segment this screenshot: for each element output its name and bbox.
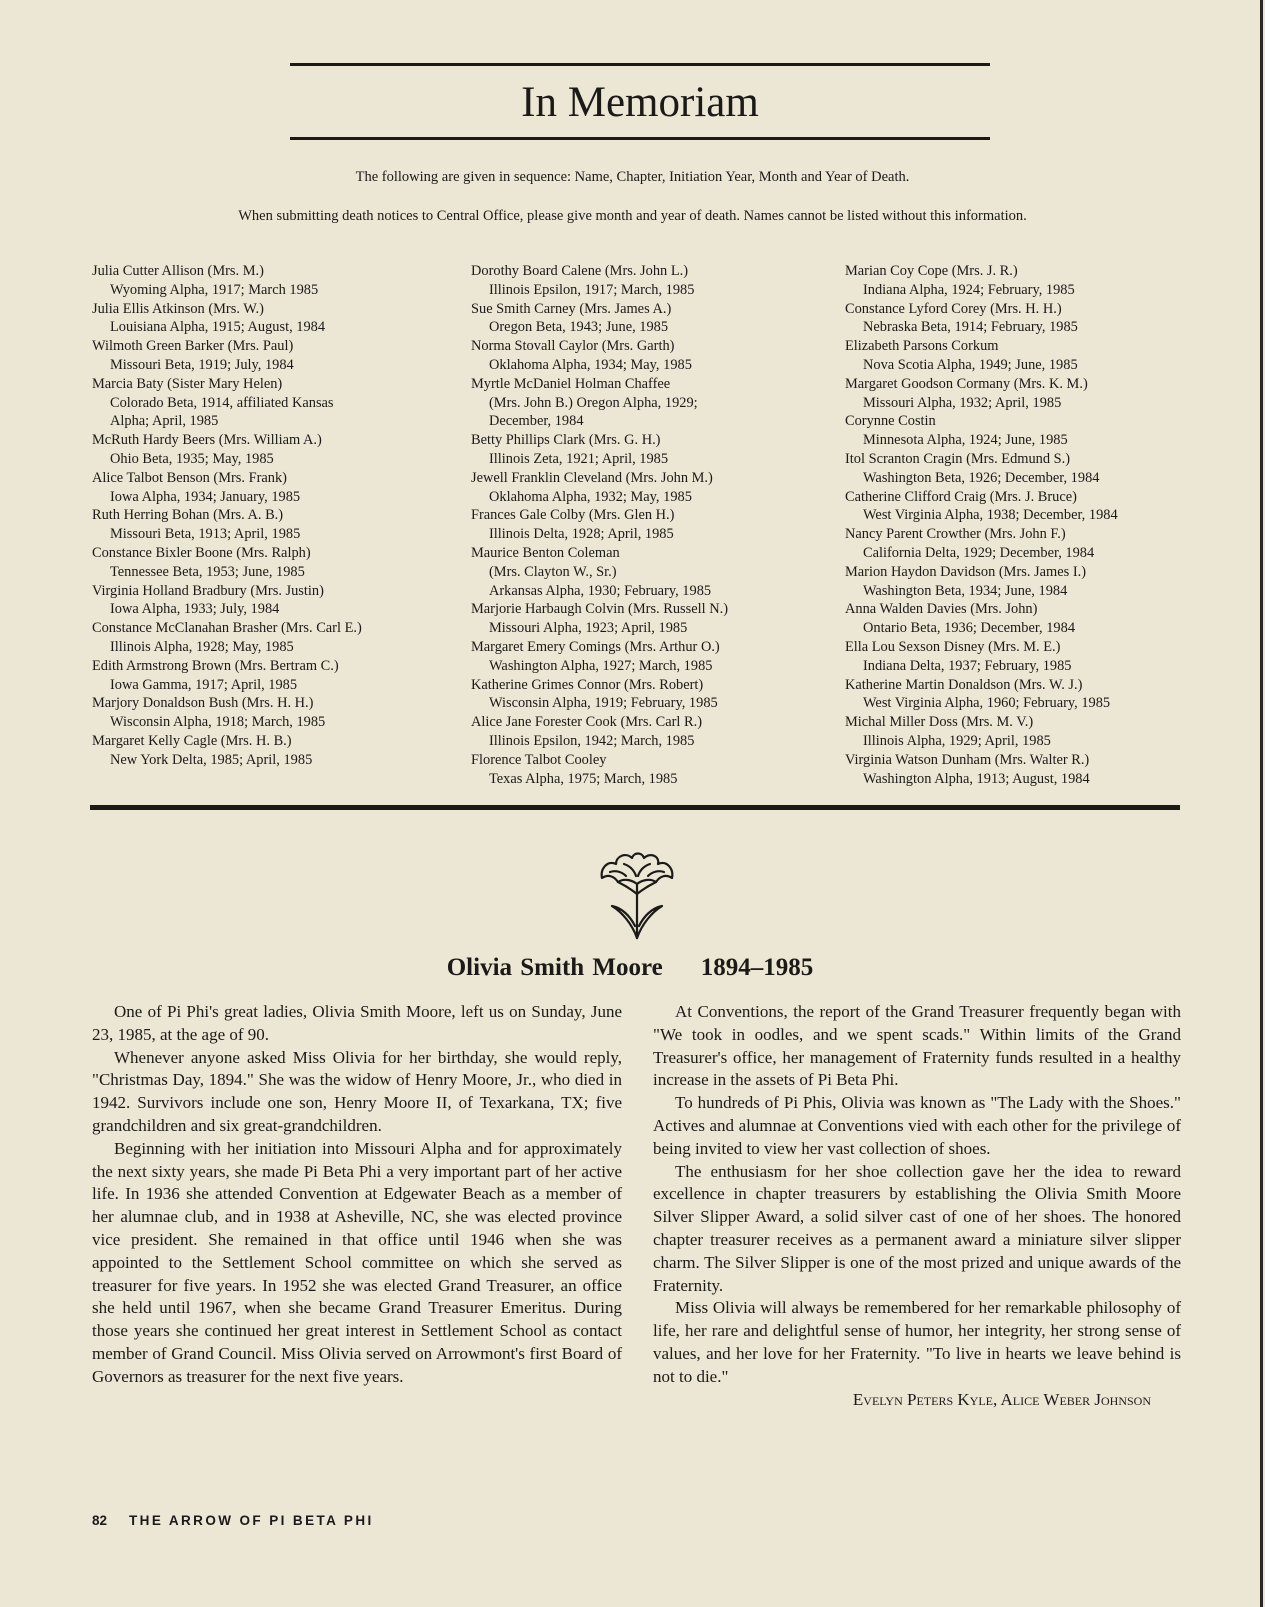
memoriam-entry [92, 732, 452, 770]
article-paragraph: One of Pi Phi's great ladies, Olivia Smith Moore, left us on Sunday, June 23, 1985, at the age of 90. [92, 1002, 622, 1044]
memoriam-entry [845, 751, 1205, 789]
entry-name: Wilmoth Green Barker (Mrs. Paul) [92, 338, 294, 355]
entry-name: McRuth Hardy Beers (Mrs. William A.) [92, 432, 322, 449]
article-name: Olivia Smith Moore [446, 954, 663, 981]
memoriam-entry [92, 375, 452, 431]
wine-carnation-icon [596, 850, 678, 942]
article-heading [380, 950, 880, 986]
entry-name: Myrtle McDaniel Holman Chaffee [471, 375, 671, 392]
entry-details: Ohio Beta, 1935; May, 1985 [110, 450, 274, 467]
memoriam-entry [845, 713, 1205, 751]
entry-details: Texas Alpha, 1975; March, 1985 [489, 770, 678, 787]
memoriam-entry [471, 713, 831, 751]
entry-details: Oklahoma Alpha, 1932; May, 1985 [489, 488, 692, 505]
memoriam-entry [845, 488, 1205, 526]
entry-details: Iowa Alpha, 1934; January, 1985 [110, 488, 301, 505]
memoriam-entry [471, 337, 831, 375]
page-title: In Memoriam [521, 79, 759, 126]
entry-name: Norma Stovall Caylor (Mrs. Garth) [471, 338, 675, 355]
memoriam-entry [845, 600, 1205, 638]
memoriam-column-1 [92, 262, 452, 770]
entry-details: Washington Alpha, 1913; August, 1984 [863, 770, 1090, 787]
article-paragraph: The enthusiasm for her shoe collection gave her the idea to reward excellence in chapter treasurers by establishing the Olivia Smith Moore Silver Slipper Award, a solid silver cast of one of her shoes. The honored chapter treasurer receives as a permanent award a miniature silver slipper charm. The Silver Slipper is one of the most prized and unique awards of the Fraternity. [653, 1161, 1181, 1295]
entry-details: Arkansas Alpha, 1930; February, 1985 [489, 582, 712, 599]
memoriam-entry [471, 375, 831, 431]
entry-name: Marjory Donaldson Bush (Mrs. H. H.) [92, 695, 314, 712]
memoriam-entry [92, 300, 452, 338]
memoriam-entry [471, 638, 831, 676]
entry-name: Dorothy Board Calene (Mrs. John L.) [471, 263, 689, 279]
entry-details: Iowa Gamma, 1917; April, 1985 [110, 676, 298, 693]
entry-details: Alpha; April, 1985 [110, 413, 219, 430]
entry-details: Oklahoma Alpha, 1934; May, 1985 [489, 356, 692, 373]
article-paragraph: Miss Olivia will always be remembered for her remarkable philosophy of life, her rare and delightful sense of humor, her integrity, her strong sense of values, and her love for her Fraternity. "To live in hearts we leave behind is not to die." [653, 1298, 1181, 1386]
entry-name: Frances Gale Colby (Mrs. Glen H.) [471, 507, 675, 524]
entry-details: Nova Scotia Alpha, 1949; June, 1985 [863, 356, 1078, 373]
entry-details: Illinois Epsilon, 1917; March, 1985 [489, 281, 695, 298]
entry-name: Alice Jane Forester Cook (Mrs. Carl R.) [471, 714, 703, 731]
entry-details: Illinois Delta, 1928; April, 1985 [489, 526, 674, 543]
publication-title: THE ARROW OF PI BETA PHI [129, 1513, 374, 1528]
entry-name: Maurice Benton Coleman [471, 544, 620, 561]
memoriam-entry [92, 582, 452, 620]
memoriam-entry [845, 337, 1205, 375]
section-divider [90, 805, 1180, 810]
entry-details: Washington Beta, 1926; December, 1984 [863, 469, 1100, 486]
entry-name: Michal Miller Doss (Mrs. M. V.) [845, 714, 1034, 731]
entry-details: Missouri Alpha, 1923; April, 1985 [489, 620, 688, 637]
entry-details: Colorado Beta, 1914, affiliated Kansas [110, 394, 334, 411]
memoriam-entry [92, 469, 452, 507]
memoriam-entry [471, 506, 831, 544]
entry-name: Marjorie Harbaugh Colvin (Mrs. Russell N.) [471, 601, 728, 618]
memoriam-entry [92, 337, 452, 375]
entry-details: Illinois Zeta, 1921; April, 1985 [489, 450, 669, 467]
article-paragraph: At Conventions, the report of the Grand Treasurer frequently began with "We took in oodles, and we spent scads." Within limits of the Grand Treasurer's office, her management of Fraternity funds resulted in a healthy increase in the assets of Pi Beta Phi. [653, 1002, 1181, 1090]
memoriam-entry [92, 619, 452, 657]
memoriam-entry [471, 300, 831, 338]
entry-name: Marcia Baty (Sister Mary Helen) [92, 375, 283, 392]
entry-name: Edith Armstrong Brown (Mrs. Bertram C.) [92, 657, 339, 674]
title-rule-bottom [290, 137, 990, 140]
entry-name: Virginia Watson Dunham (Mrs. Walter R.) [845, 751, 1090, 768]
entry-name: Corynne Costin [845, 413, 936, 430]
entry-details: West Virginia Alpha, 1960; February, 1985 [863, 695, 1111, 712]
memoriam-entry [845, 262, 1205, 300]
memoriam-column-2 [471, 262, 831, 788]
entry-name: Alice Talbot Benson (Mrs. Frank) [92, 469, 287, 486]
entry-details: Louisiana Alpha, 1915; August, 1984 [110, 319, 326, 336]
entry-details: Missouri Beta, 1913; April, 1985 [110, 526, 301, 543]
entry-name: Catherine Clifford Craig (Mrs. J. Bruce) [845, 488, 1077, 505]
memoriam-entry [845, 638, 1205, 676]
entry-name: Florence Talbot Cooley [471, 751, 607, 768]
memoriam-entry [471, 600, 831, 638]
entry-name: Sue Smith Carney (Mrs. James A.) [471, 300, 672, 317]
memoriam-entry [92, 431, 452, 469]
entry-name: Marion Haydon Davidson (Mrs. James I.) [845, 563, 1087, 580]
entry-name: Julia Cutter Allison (Mrs. M.) [92, 263, 264, 279]
memoriam-entry [845, 563, 1205, 601]
entry-details: Wisconsin Alpha, 1918; March, 1985 [110, 714, 326, 731]
entry-details: California Delta, 1929; December, 1984 [863, 544, 1095, 561]
memoriam-entry [92, 262, 452, 300]
byline: Evelyn Peters Kyle, Alice Weber Johnson [852, 1389, 1151, 1409]
memoriam-entry [845, 412, 1205, 450]
entry-details: (Mrs. John B.) Oregon Alpha, 1929; [489, 394, 698, 411]
entry-name: Margaret Kelly Cagle (Mrs. H. B.) [92, 732, 292, 749]
entry-name: Constance Lyford Corey (Mrs. H. H.) [845, 300, 1062, 317]
entry-name: Virginia Holland Bradbury (Mrs. Justin) [92, 582, 324, 599]
page-edge [1260, 0, 1263, 1607]
entry-name: Anna Walden Davies (Mrs. John) [845, 601, 1038, 618]
entry-details: Wyoming Alpha, 1917; March 1985 [110, 281, 319, 298]
submission-instruction: When submitting death notices to Central Office, please give month and year of death. Names cannot be listed without this information. [238, 208, 1027, 224]
entry-details: Oregon Beta, 1943; June, 1985 [489, 319, 669, 336]
entry-name: Margaret Emery Comings (Mrs. Arthur O.) [471, 638, 720, 655]
entry-name: Marian Coy Cope (Mrs. J. R.) [845, 263, 1018, 279]
entry-details: Illinois Epsilon, 1942; March, 1985 [489, 732, 695, 749]
entry-details: Indiana Alpha, 1924; February, 1985 [863, 281, 1075, 298]
article-column-right [653, 1001, 1181, 1411]
article-years: 1894–1985 [700, 954, 814, 981]
entry-details: Indiana Delta, 1937; February, 1985 [863, 657, 1072, 674]
memoriam-entry [471, 751, 831, 789]
memoriam-entry [471, 676, 831, 714]
entry-name: Julia Ellis Atkinson (Mrs. W.) [92, 300, 264, 317]
memoriam-entry [471, 431, 831, 469]
entry-name: Constance Bixler Boone (Mrs. Ralph) [92, 544, 311, 561]
page-number: 82 [92, 1513, 108, 1528]
article-paragraph: To hundreds of Pi Phis, Olivia was known as "The Lady with the Shoes." Actives and alumnae at Conventions vied with each other for the privilege of being invited to view her vast collection of shoes. [653, 1093, 1181, 1158]
entry-details: Washington Alpha, 1927; March, 1985 [489, 657, 713, 674]
entry-name: Nancy Parent Crowther (Mrs. John F.) [845, 526, 1066, 543]
article-paragraph: Beginning with her initiation into Missouri Alpha and for approximately the next sixty years, she made Pi Beta Phi a very important part of her active life. In 1936 she attended Convention at Edgewater Beach as a member of her alumnae club, and in 1938 at Asheville, NC, she was elected province vice president. She remained in that office until 1946 when she was appointed to the Settlement School committee on which she served as treasurer for five years. In 1952 she was elected Grand Treasurer, an office she held until 1967, when she became Grand Treasurer Emeritus. During those years she continued her great interest in Settlement School as contact member of Grand Council. Miss Olivia served on Arrowmont's first Board of Governors as treasurer for the next five years. [92, 1138, 622, 1386]
title-rule-top [290, 63, 990, 66]
entry-details: (Mrs. Clayton W., Sr.) [489, 563, 617, 580]
memoriam-entry [845, 676, 1205, 714]
memoriam-entry [845, 375, 1205, 413]
memoriam-entry [471, 544, 831, 600]
entry-name: Ella Lou Sexson Disney (Mrs. M. E.) [845, 638, 1061, 655]
entry-name: Katherine Grimes Connor (Mrs. Robert) [471, 676, 704, 693]
entry-name: Elizabeth Parsons Corkum [845, 338, 999, 355]
memoriam-entry [845, 300, 1205, 338]
entry-name: Ruth Herring Bohan (Mrs. A. B.) [92, 507, 284, 524]
entry-name: Constance McClanahan Brasher (Mrs. Carl E.) [92, 620, 362, 637]
memoriam-column-3 [845, 262, 1205, 788]
entry-details: Missouri Alpha, 1932; April, 1985 [863, 394, 1062, 411]
entry-name: Margaret Goodson Cormany (Mrs. K. M.) [845, 375, 1088, 392]
entry-details: Illinois Alpha, 1928; May, 1985 [110, 638, 294, 655]
entry-details: Missouri Beta, 1919; July, 1984 [110, 356, 294, 373]
entry-details: Nebraska Beta, 1914; February, 1985 [863, 319, 1078, 336]
entry-details: West Virginia Alpha, 1938; December, 1984 [863, 507, 1118, 524]
memoriam-entry [845, 450, 1205, 488]
memoriam-entry [92, 694, 452, 732]
entry-details: Wisconsin Alpha, 1919; February, 1985 [489, 695, 718, 712]
entry-details: Illinois Alpha, 1929; April, 1985 [863, 732, 1051, 749]
entry-details: Ontario Beta, 1936; December, 1984 [863, 620, 1076, 637]
entry-name: Betty Phillips Clark (Mrs. G. H.) [471, 432, 661, 449]
memoriam-entry [845, 525, 1205, 563]
entry-name: Jewell Franklin Cleveland (Mrs. John M.) [471, 469, 713, 486]
entry-name: Itol Scranton Cragin (Mrs. Edmund S.) [845, 450, 1071, 467]
entry-details: Minnesota Alpha, 1924; June, 1985 [863, 432, 1068, 449]
entry-details: New York Delta, 1985; April, 1985 [110, 751, 313, 768]
entry-details: Iowa Alpha, 1933; July, 1984 [110, 601, 280, 618]
entry-details: Washington Beta, 1934; June, 1984 [863, 582, 1068, 599]
memoriam-entry [92, 657, 452, 695]
article-paragraph: Whenever anyone asked Miss Olivia for her birthday, she would reply, "Christmas Day, 1894." She was the widow of Henry Moore, Jr., who died in 1942. Survivors include one son, Henry Moore II, of Texarkana, TX; five grandchildren and six great-grandchildren. [92, 1047, 622, 1135]
memoriam-entry [92, 544, 452, 582]
memoriam-entry [92, 506, 452, 544]
memoriam-entry [471, 469, 831, 507]
article-column-left [92, 1001, 622, 1389]
page-footer [92, 1513, 374, 1528]
entry-details: December, 1984 [489, 413, 584, 430]
sequence-instruction: The following are given in sequence: Name, Chapter, Initiation Year, Month and Year of Death. [355, 169, 910, 185]
memoriam-entry [471, 262, 831, 300]
entry-name: Katherine Martin Donaldson (Mrs. W. J.) [845, 676, 1083, 693]
entry-details: Tennessee Beta, 1953; June, 1985 [110, 563, 305, 580]
